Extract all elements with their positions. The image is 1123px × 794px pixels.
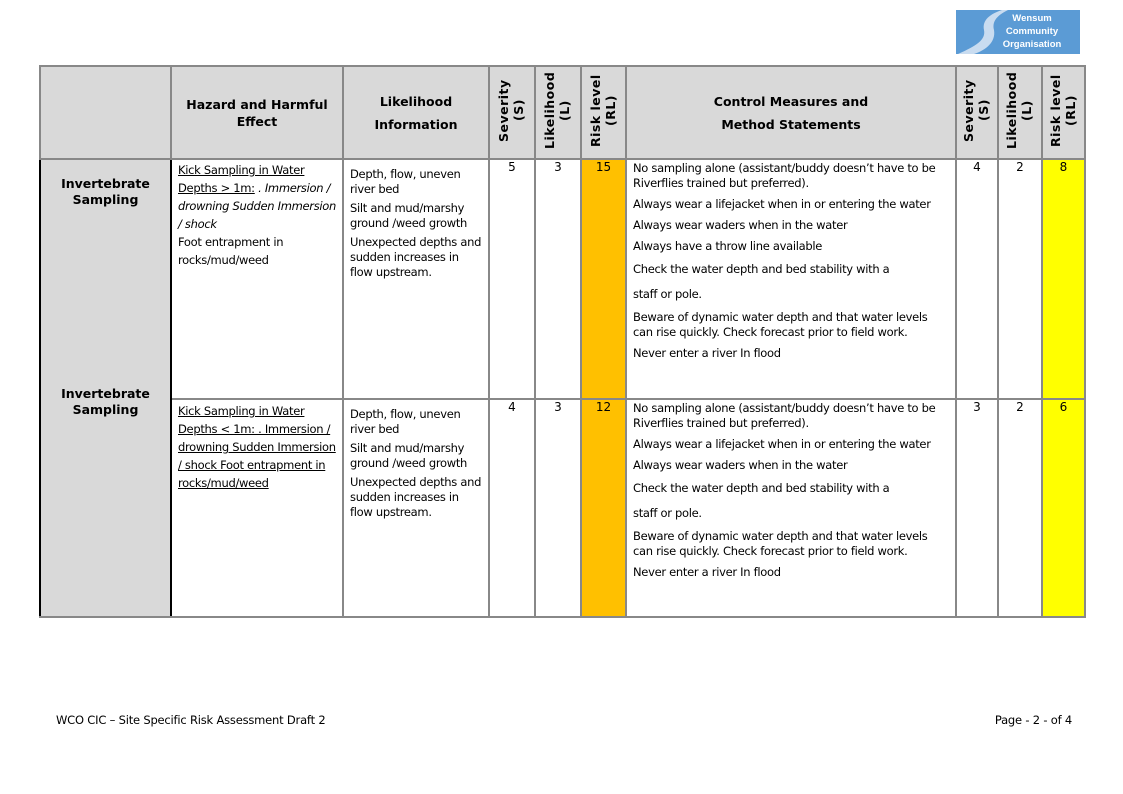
hazard-extra: Foot entrapment in rocks/mud/weed (178, 235, 284, 267)
control-measures-cell (626, 159, 956, 399)
header-row (40, 66, 1085, 159)
header-control-measures (626, 66, 956, 159)
header-likelihood-residual-label: Likelihood (L) (1004, 71, 1034, 150)
likelihood-residual-value: 2 (998, 159, 1042, 399)
risk-assessment-table (39, 65, 1086, 618)
control-item: staff or pole. (633, 506, 702, 520)
hazard-cell (171, 159, 343, 399)
likelihood-info-cell (343, 399, 489, 617)
severity-residual-value: 4 (956, 159, 998, 399)
header-hazard: Hazard and Harmful Effect (171, 66, 343, 159)
risk-level-residual-value: 8 (1042, 159, 1085, 399)
likelihood-info-item: Depth, flow, uneven river bed (350, 407, 461, 436)
header-line: Control Measures and (713, 93, 869, 109)
footer-page-number: Page - 2 - of 4 (994, 713, 1072, 727)
table-row (40, 399, 1085, 617)
control-item: No sampling alone (assistant/buddy doesn’t have to be Riverflies trained but preferred). (633, 161, 936, 190)
likelihood-residual-value: 2 (998, 399, 1042, 617)
activity-label: Invertebrate Sampling (61, 386, 150, 417)
hazard-title: Kick Sampling in Water Depths > 1m: (178, 163, 305, 195)
header-likelihood-information (343, 66, 489, 159)
control-item: staff or pole. (633, 287, 702, 301)
control-item: No sampling alone (assistant/buddy doesn’t have to be Riverflies trained but preferred). (633, 401, 936, 430)
likelihood-info-item: Unexpected depths and sudden increases in flow upstream. (350, 235, 482, 279)
header-likelihood-label: Likelihood (L) (542, 71, 572, 150)
likelihood-info-item: Unexpected depths and sudden increases in flow upstream. (350, 475, 482, 519)
risk-level-value: 15 (581, 159, 626, 399)
header-severity-label: Severity (S) (496, 79, 526, 142)
severity-value: 4 (489, 399, 535, 617)
header-line: Information (374, 116, 458, 132)
header-risk-level-residual-label: Risk level (RL) (1047, 74, 1078, 147)
table-row (40, 159, 1085, 399)
control-item: Never enter a river In flood (633, 565, 781, 579)
control-measures-cell (626, 399, 956, 617)
control-item: Always have a throw line available (633, 239, 823, 253)
likelihood-value: 3 (535, 159, 581, 399)
footer-document-title: WCO CIC – Site Specific Risk Assessment Draft 2 (56, 713, 326, 727)
header-likelihood (535, 66, 581, 159)
risk-level-residual-value: 6 (1042, 399, 1085, 617)
hazard-title: Kick Sampling in Water Depths < 1m: . Immersion / drowning Sudden Immersion / shock Foot entrapment in rocks/mud/weed (178, 404, 336, 490)
severity-residual-value: 3 (956, 399, 998, 617)
header-line: Likelihood (379, 93, 453, 109)
logo-line: Organisation (1002, 39, 1062, 50)
likelihood-value: 3 (535, 399, 581, 617)
control-item: Check the water depth and bed stability with a (633, 262, 890, 276)
header-risk-level (581, 66, 626, 159)
hazard-detail: . Immersion / drowning Sudden Immersion / shock (178, 181, 337, 231)
likelihood-info-item: Depth, flow, uneven river bed (350, 167, 461, 196)
control-item: Never enter a river In flood (633, 346, 781, 360)
risk-level-value: 12 (581, 399, 626, 617)
header-likelihood-residual (998, 66, 1042, 159)
logo-line: Community (1005, 26, 1059, 37)
control-item: Always wear waders when in the water (633, 218, 848, 232)
logo-line: Wensum (1012, 13, 1052, 24)
activity-label: Invertebrate Sampling (61, 176, 150, 207)
header-severity-residual (956, 66, 998, 159)
likelihood-info-item: Silt and mud/marshy ground /weed growth (350, 441, 468, 470)
hazard-cell (171, 399, 343, 617)
header-line: Method Statements (721, 116, 861, 132)
control-item: Always wear a lifejacket when in or entering the water (633, 437, 931, 451)
control-item: Check the water depth and bed stability with a (633, 481, 890, 495)
activity-cell (40, 159, 171, 617)
control-item: Always wear waders when in the water (633, 458, 848, 472)
likelihood-info-cell (343, 159, 489, 399)
likelihood-info-item: Silt and mud/marshy ground /weed growth (350, 201, 468, 230)
header-risk-level-residual (1042, 66, 1085, 159)
control-item: Beware of dynamic water depth and that water levels can rise quickly. Check forecast prior to field work. (633, 310, 928, 339)
header-severity-residual-label: Severity (S) (961, 79, 991, 142)
organisation-logo (956, 10, 1080, 54)
header-activity (40, 66, 171, 159)
header-severity (489, 66, 535, 159)
control-item: Always wear a lifejacket when in or entering the water (633, 197, 931, 211)
severity-value: 5 (489, 159, 535, 399)
control-item: Beware of dynamic water depth and that water levels can rise quickly. Check forecast prior to field work. (633, 529, 928, 558)
header-risk-level-label: Risk level (RL) (587, 74, 618, 147)
logo-text (992, 12, 1072, 51)
